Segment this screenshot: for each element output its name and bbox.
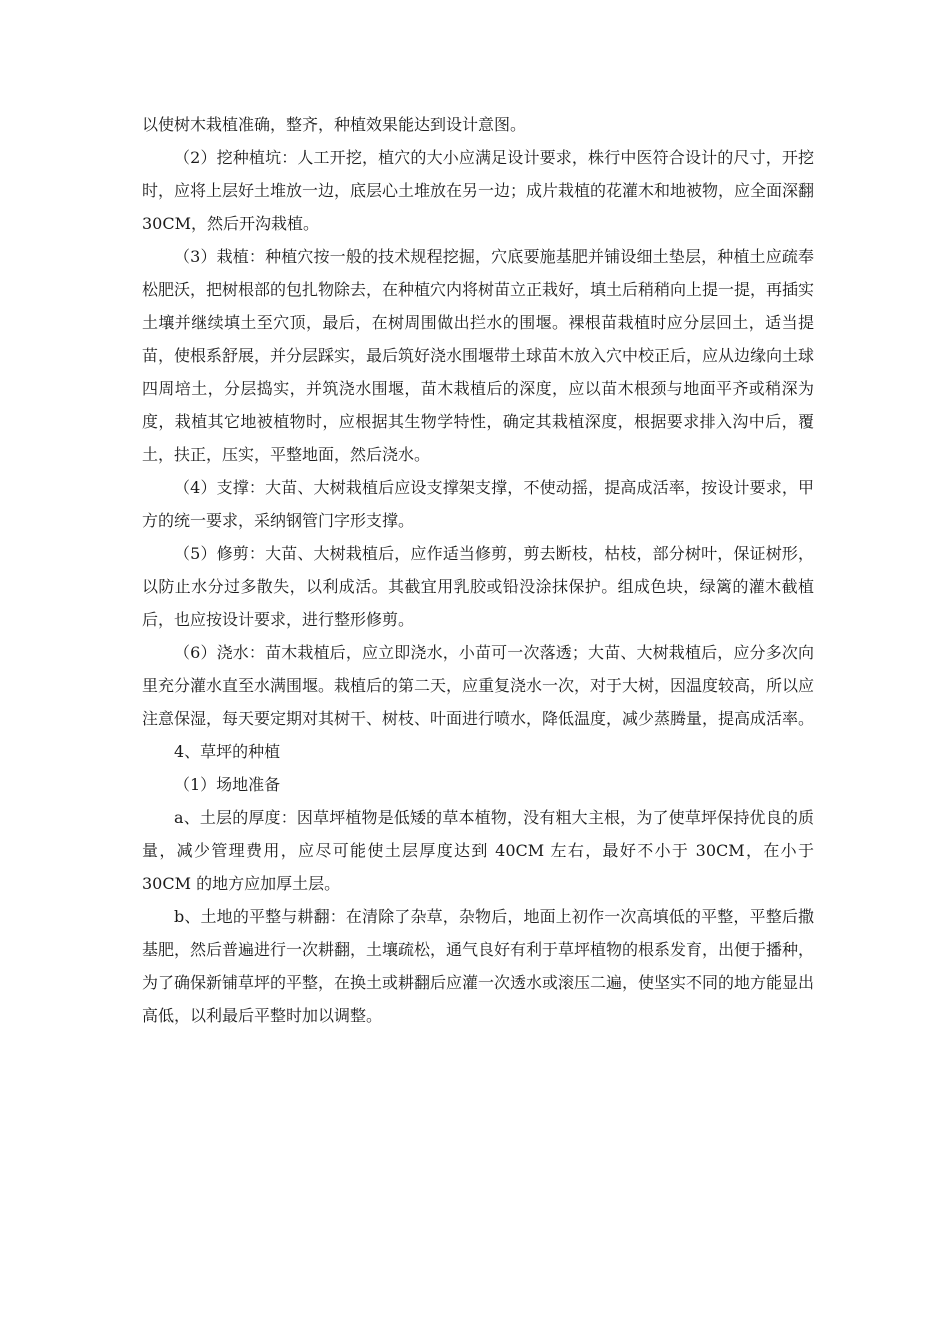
paragraph-continuation: 以使树木栽植准确，整齐，种植效果能达到设计意图。 [142,115,527,134]
paragraph-planting: （3）栽植：种植穴按一般的技术规程挖掘，穴底要施基肥并铺设细土垫层，种植土应疏奉松肥沃，把树根部的包扎物除去，在种植穴内将树苗立正栽好，填土后稍稍向上提一提，再插实土壤并继续填土至穴顶，最后，在树周围做出拦水的围堰。裸根苗栽植时应分层回土，适当提苗，使根系舒展，并分层踩实，最后筑好浇水围堰带土球苗木放入穴中校正后，应从边缘向土球四周培土，分层捣实，并筑浇水围堰，苗木栽植后的深度，应以苗木根颈与地面平齐或稍深为度，栽植其它地被植物时，应根据其生物学特性，确定其栽植深度，根据要求排入沟中后，覆土，扶正，压实，平整地面，然后浇水。 [142,247,815,464]
paragraph-watering: （6）浇水：苗木栽植后，应立即浇水，小苗可一次落透；大苗、大树栽植后，应分多次向里充分灌水直至水满围堰。栽植后的第二天，应重复浇水一次，对于大树，因温度较高，所以应注意保湿，每天要定期对其树干、树枝、叶面进行喷水，降低温度，减少蒸腾量，提高成活率。 [142,643,815,728]
paragraph-soil-thickness: a、土层的厚度：因草坪植物是低矮的草本植物，没有粗大主根，为了使草坪保持优良的质量，减少管理费用，应尽可能使土层厚度达到 40CM 左右，最好不小于 30CM，在小于 30CM 的地方应加厚土层。 [142,808,814,893]
paragraph-land-leveling: b、土地的平整与耕翻：在清除了杂草，杂物后，地面上初作一次高填低的平整，平整后撒基肥，然后普遍进行一次耕翻，土壤疏松，通气良好有利于草坪植物的根系发育，出便于播种，为了确保新铺草坪的平整，在换土或耕翻后应灌一次透水或滚压二遍，使坚实不同的地方能显出高低，以利最后平整时加以调整。 [142,907,815,1025]
subsection-heading-site-preparation: （1）场地准备 [174,775,281,794]
paragraph-pruning: （5）修剪：大苗、大树栽植后，应作适当修剪，剪去断枝，枯枝，部分树叶，保证树形，以防止水分过多散失，以利成活。其截宜用乳胶或铅没涂抹保护。组成色块，绿篱的灌木截植后，也应按设计要求，进行整形修剪。 [142,544,814,629]
document-body [142,108,814,1032]
paragraph-support: （4）支撑：大苗、大树栽植后应设支撑架支撑，不使动摇，提高成活率，按设计要求，甲方的统一要求，采纳钢管门字形支撑。 [142,478,814,530]
paragraph-dig-planting-pit: （2）挖种植坑：人工开挖，植穴的大小应满足设计要求，株行中医符合设计的尺寸，开挖时，应将上层好土堆放一边，底层心土堆放在另一边；成片栽植的花灌木和地被物，应全面深翻 30CM，然后开沟栽植。 [142,148,815,233]
section-heading-lawn-planting: 4、草坪的种植 [174,742,281,761]
